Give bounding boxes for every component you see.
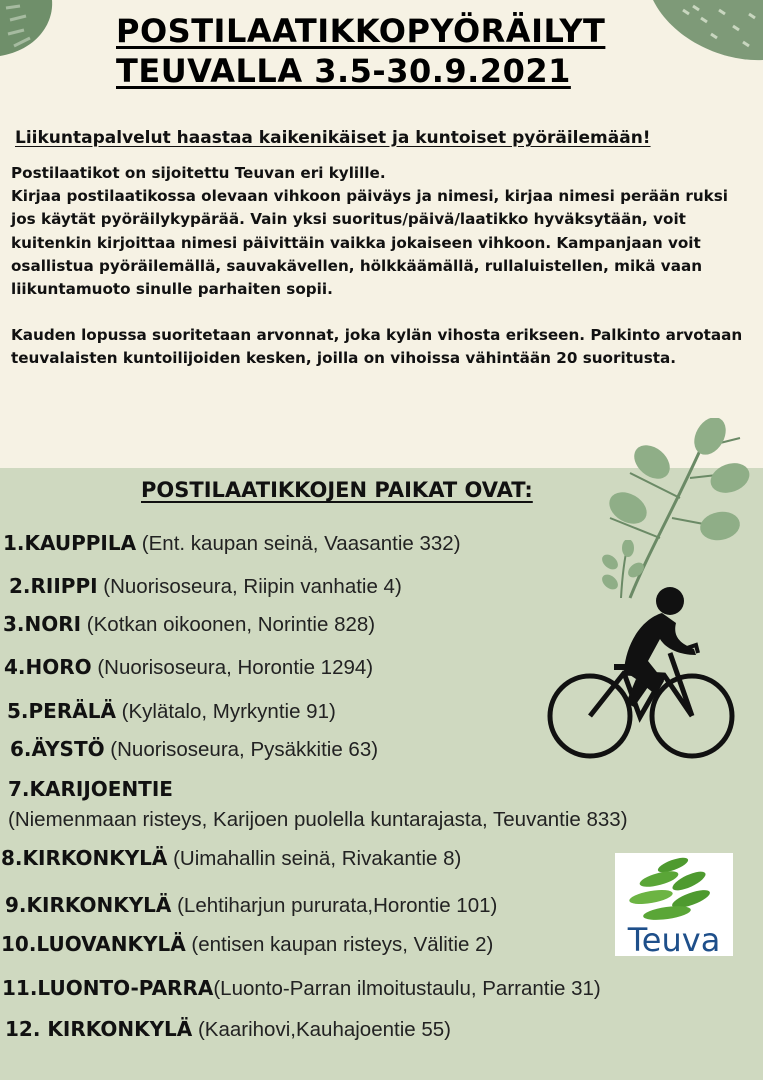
- teuva-leaves-icon: [615, 853, 733, 925]
- list-item: [1, 846, 461, 871]
- prize-paragraph: Kauden lopussa suoritetaan arvonnat, joka kylän vihosta erikseen. Palkinto arvotaan teuvalaisten kuntoilijoiden kesken, joilla on vihoissa vähintään 20 suoritusta.: [11, 326, 743, 368]
- title-line-2: TEUVALLA 3.5-30.9.2021: [116, 52, 571, 90]
- location-description: (Luonto-Parran ilmoitustaulu, Parrantie 31): [213, 977, 601, 1000]
- list-item: [9, 574, 402, 599]
- cyclist-icon: [544, 583, 736, 761]
- location-name: 4.HORO: [4, 655, 92, 679]
- list-item: [5, 1017, 451, 1042]
- list-item: [10, 737, 378, 762]
- location-description: (Ent. kaupan seinä, Vaasantie 332): [136, 532, 461, 555]
- list-item: [2, 976, 601, 1001]
- location-name: 8.KIRKONKYLÄ: [1, 846, 168, 870]
- leaf-decoration-top-right-icon: [653, 0, 763, 62]
- list-item: [3, 612, 375, 637]
- list-item: [3, 531, 461, 556]
- location-description: (Kaarihovi,Kauhajoentie 55): [192, 1018, 451, 1041]
- intro-text: [11, 162, 756, 371]
- teuva-logo-text: Teuva: [627, 921, 721, 959]
- title-line-1: POSTILAATIKKOPYÖRÄILYT: [116, 12, 606, 50]
- location-name: 9.KIRKONKYLÄ: [5, 893, 172, 917]
- locations-heading: POSTILAATIKKOJEN PAIKAT OVAT:: [141, 478, 533, 502]
- teuva-logo: [615, 853, 733, 959]
- intro-paragraph: Kirjaa postilaatikossa olevaan vihkoon päiväys ja nimesi, kirjaa nimesi perään ruksi jos käytät pyöräilykypärää. Vain yksi suoritus/päivä/laatikko hyväksytään, voit kuitenkin kirjoittaa nimesi päivittäin vaikka jokaiseen vihkoon. Kampanjaan voit osallistua pyöräilemällä, sauvakävellen, hölkkäämällä, rullaluistellen, mikä vaan liikuntamuoto sinulle parhaiten sopii.: [11, 187, 728, 299]
- location-description: (Nuorisoseura, Pysäkkitie 63): [104, 738, 379, 761]
- location-description: (Lehtiharjun pururata,Horontie 101): [171, 894, 498, 917]
- location-name: 2.RIIPPI: [9, 574, 98, 598]
- list-item: [4, 655, 373, 680]
- location-name: 3.NORI: [3, 612, 82, 636]
- location-description: (Uimahallin seinä, Rivakantie 8): [167, 847, 462, 870]
- subtitle: Liikuntapalvelut haastaa kaikenikäiset ja kuntoiset pyöräilemään!: [15, 128, 651, 148]
- leaf-decoration-top-left-icon: [0, 0, 60, 60]
- location-name: 6.ÄYSTÖ: [10, 737, 105, 761]
- location-name: 5.PERÄLÄ: [7, 699, 116, 723]
- list-item: [5, 893, 497, 918]
- location-name: 11.LUONTO-PARRA: [2, 976, 214, 1000]
- list-item: [7, 699, 336, 724]
- location-name: 12. KIRKONKYLÄ: [5, 1017, 193, 1041]
- location-name: 10.LUOVANKYLÄ: [1, 932, 186, 956]
- location-name: 1.KAUPPILA: [3, 531, 137, 555]
- list-item: [8, 777, 173, 802]
- location-description: (Nuorisoseura, Riipin vanhatie 4): [97, 575, 402, 598]
- list-item: [1, 932, 493, 957]
- intro-paragraph-line: Postilaatikot on sijoitettu Teuvan eri kylille.: [11, 164, 386, 182]
- location-name: 7.KARIJOENTIE: [8, 777, 173, 801]
- location-description: (Kylätalo, Myrkyntie 91): [115, 700, 336, 723]
- location-description: (Kotkan oikoonen, Norintie 828): [81, 613, 376, 636]
- location-description: (entisen kaupan risteys, Välitie 2): [185, 933, 494, 956]
- location-description: (Niemenmaan risteys, Karijoen puolella kuntarajasta, Teuvantie 833): [8, 808, 628, 831]
- location-description: (Nuorisoseura, Horontie 1294): [91, 656, 374, 679]
